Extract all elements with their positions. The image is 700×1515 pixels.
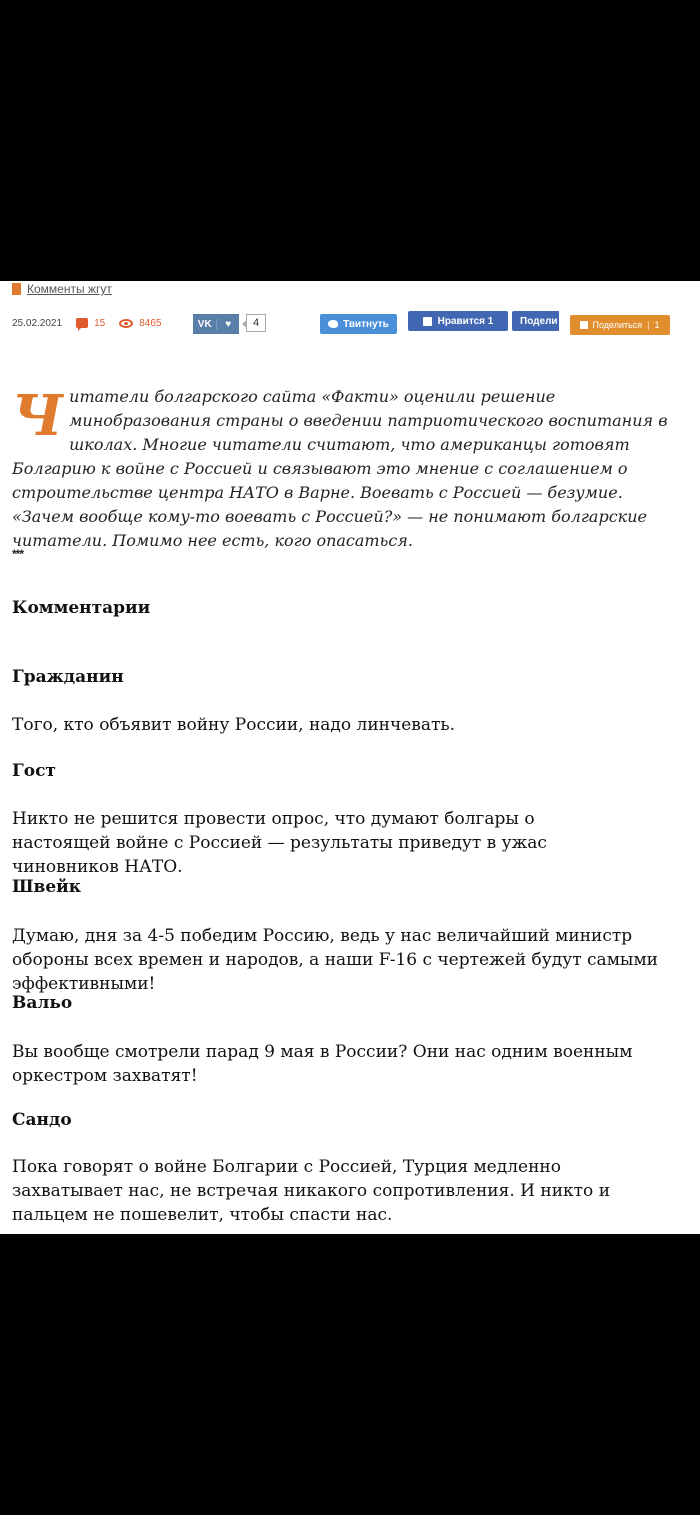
twitter-bird-icon	[328, 320, 338, 328]
lead-text: итатели болгарского сайта «Факти» оценили решение минобразования страны о введении патриотического воспитания в школах. Многие читатели считают, что американцы готовят Болгарию к войне с Россией и связывают это мнение с соглашением о строительстве центра НАТО в Варне. Воевать с Россией — безумие. «Зачем вообще кому-то воевать с Россией?» — не понимают болгарские читатели. Помимо нее есть, кого опасаться.	[12, 387, 668, 550]
facebook-share-button[interactable]	[512, 311, 559, 331]
section-separator: ***	[12, 547, 24, 561]
thumbs-up-icon	[423, 317, 432, 326]
publish-date: 25.02.2021	[12, 317, 63, 329]
ok-thumb-icon	[580, 321, 588, 329]
comments-count: 15	[94, 317, 106, 329]
eye-icon	[119, 319, 133, 328]
ok-share-count: 1	[654, 320, 660, 330]
views-count: 8465	[139, 317, 162, 329]
comment-author: Швейк	[12, 877, 82, 897]
ok-share-button[interactable]	[570, 315, 670, 335]
rubric-tag[interactable]	[12, 281, 112, 297]
twitter-label: Твитнуть	[343, 318, 389, 330]
ok-divider: |	[647, 320, 650, 330]
comment-text: Пока говорят о войне Болгарии с Россией, Турция медленно захватывает нас, не встречая никакого сопротивления. И никто и пальцем не пошевелит, чтобы спасти нас.	[12, 1157, 611, 1225]
book-icon	[12, 283, 21, 295]
comment-text: Вы вообще смотрели парад 9 мая в России? Они нас одним военным оркестром захватят!	[12, 1042, 633, 1086]
comment-text: Того, кто объявит войну России, надо линчевать.	[12, 715, 456, 735]
vk-share-count: 4	[246, 314, 266, 332]
views-counter	[119, 318, 161, 329]
comment-author: Гост	[12, 761, 56, 781]
article-page	[0, 281, 700, 1234]
facebook-share-label: Подели	[520, 315, 558, 327]
comment-text: Думаю, дня за 4-5 победим Россию, ведь у нас величайший министр обороны всех времен и народов, а наши F-16 с чертежей будут самыми эффективными!	[12, 926, 658, 994]
article-meta	[12, 315, 161, 331]
rubric-link[interactable]: Комменты жгут	[27, 282, 112, 296]
twitter-share-button[interactable]	[320, 314, 397, 334]
article-lead	[12, 385, 680, 553]
drop-cap: Ч	[12, 383, 64, 449]
comments-heading: Комментарии	[12, 598, 151, 618]
comment-icon	[76, 318, 88, 328]
heart-icon: ♥	[216, 319, 239, 330]
vk-icon: VK	[197, 318, 212, 330]
comment-author: Сандо	[12, 1110, 72, 1130]
comment-author: Вальо	[12, 993, 73, 1013]
comment-author: Гражданин	[12, 667, 124, 687]
comment-text: Никто не решится провести опрос, что думают болгары о настоящей войне с Россией — результаты приведут в ужас чиновников НАТО.	[12, 809, 547, 877]
comments-counter[interactable]	[76, 318, 105, 329]
vk-share-button[interactable]	[193, 314, 239, 334]
facebook-like-button[interactable]	[408, 311, 508, 331]
facebook-like-label: Нравится 1	[437, 315, 494, 327]
ok-share-label: Поделиться	[592, 320, 643, 330]
